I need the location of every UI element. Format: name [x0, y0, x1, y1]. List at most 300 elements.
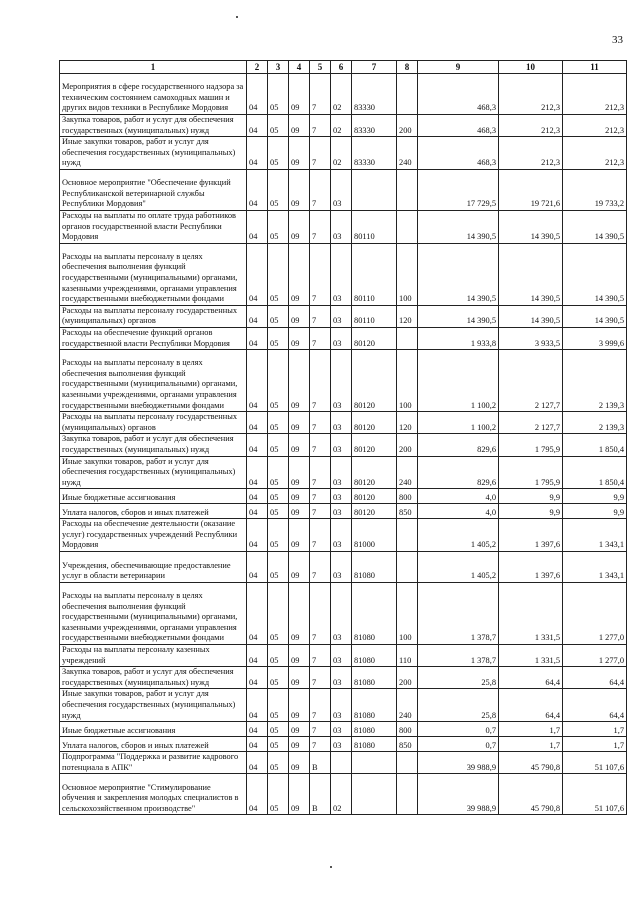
- code-col-8-cell: 240: [397, 689, 418, 722]
- header-cell-4: 4: [289, 61, 310, 74]
- budget-table: [59, 60, 627, 815]
- code-col-4-cell: 09: [289, 552, 310, 583]
- amount-col-11-cell: 1 277,0: [563, 645, 627, 667]
- code-col-8-cell: [397, 552, 418, 583]
- code-col-6-cell: 03: [331, 489, 352, 504]
- code-col-5-cell: 7: [310, 519, 331, 552]
- header-cell-9: 9: [418, 61, 499, 74]
- code-col-7-cell: 81080: [352, 583, 397, 645]
- amount-col-9-cell: 14 390,5: [418, 210, 499, 243]
- code-col-2-cell: 04: [247, 489, 268, 504]
- code-col-2-cell: 04: [247, 169, 268, 210]
- code-col-7-cell: 80120: [352, 350, 397, 412]
- table-row: [60, 74, 627, 115]
- code-col-6-cell: 02: [331, 137, 352, 170]
- amount-col-11-cell: 14 390,5: [563, 243, 627, 305]
- amount-col-10-cell: 1,7: [499, 722, 563, 737]
- code-col-4-cell: 09: [289, 243, 310, 305]
- code-col-8-cell: [397, 752, 418, 774]
- code-col-2-cell: 04: [247, 504, 268, 519]
- code-col-5-cell: 7: [310, 169, 331, 210]
- amount-col-9-cell: 1 378,7: [418, 583, 499, 645]
- code-col-2-cell: 04: [247, 645, 268, 667]
- code-col-8-cell: [397, 327, 418, 349]
- code-col-3-cell: 05: [268, 552, 289, 583]
- amount-col-10-cell: 9,9: [499, 489, 563, 504]
- code-col-5-cell: 7: [310, 504, 331, 519]
- code-col-8-cell: 120: [397, 412, 418, 434]
- code-col-3-cell: 05: [268, 243, 289, 305]
- item-name-cell: Иные закупки товаров, работ и услуг для обеспечения государственных (муниципальных) нужд: [60, 137, 247, 170]
- amount-col-11-cell: 212,3: [563, 115, 627, 137]
- code-col-4-cell: 09: [289, 115, 310, 137]
- amount-col-11-cell: 64,4: [563, 667, 627, 689]
- item-name-cell: Уплата налогов, сборов и иных платежей: [60, 504, 247, 519]
- code-col-7-cell: 80120: [352, 434, 397, 456]
- code-col-6-cell: 03: [331, 456, 352, 489]
- table-row: [60, 243, 627, 305]
- code-col-8-cell: 850: [397, 737, 418, 752]
- amount-col-11-cell: 51 107,6: [563, 774, 627, 815]
- table-row: [60, 774, 627, 815]
- code-col-2-cell: 04: [247, 412, 268, 434]
- code-col-4-cell: 09: [289, 327, 310, 349]
- header-cell-6: 6: [331, 61, 352, 74]
- code-col-6-cell: 03: [331, 350, 352, 412]
- item-name-cell: Расходы на выплаты персоналу в целях обеспечения выполнения функций государственными (муниципальными) органами, казенными учреждениями, органами управления государственными внебюджетными фондами: [60, 350, 247, 412]
- table-row: [60, 689, 627, 722]
- code-col-8-cell: 850: [397, 504, 418, 519]
- code-col-5-cell: 7: [310, 722, 331, 737]
- code-col-3-cell: 05: [268, 412, 289, 434]
- code-col-5-cell: 7: [310, 210, 331, 243]
- item-name-cell: Иные закупки товаров, работ и услуг для обеспечения государственных (муниципальных) нужд: [60, 456, 247, 489]
- code-col-7-cell: 83330: [352, 137, 397, 170]
- item-name-cell: Расходы на выплаты персоналу в целях обеспечения выполнения функций государственными (муниципальными) органами, казенными учреждениями, органами управления государственными внебюджетными фондами: [60, 243, 247, 305]
- amount-col-10-cell: 64,4: [499, 689, 563, 722]
- code-col-7-cell: 80110: [352, 210, 397, 243]
- code-col-6-cell: 03: [331, 519, 352, 552]
- code-col-7-cell: 81080: [352, 737, 397, 752]
- header-cell-5: 5: [310, 61, 331, 74]
- amount-col-10-cell: 1 795,9: [499, 434, 563, 456]
- amount-col-10-cell: 3 933,5: [499, 327, 563, 349]
- amount-col-11-cell: 1 343,1: [563, 552, 627, 583]
- header-cell-7: 7: [352, 61, 397, 74]
- code-col-5-cell: 7: [310, 645, 331, 667]
- amount-col-11-cell: 19 733,2: [563, 169, 627, 210]
- code-col-5-cell: 7: [310, 583, 331, 645]
- code-col-3-cell: 05: [268, 74, 289, 115]
- amount-col-11-cell: 64,4: [563, 689, 627, 722]
- amount-col-10-cell: 2 127,7: [499, 350, 563, 412]
- code-col-8-cell: 100: [397, 350, 418, 412]
- code-col-3-cell: 05: [268, 489, 289, 504]
- code-col-6-cell: 03: [331, 412, 352, 434]
- amount-col-10-cell: 2 127,7: [499, 412, 563, 434]
- amount-col-10-cell: 1,7: [499, 737, 563, 752]
- code-col-7-cell: [352, 169, 397, 210]
- code-col-5-cell: 7: [310, 327, 331, 349]
- code-col-5-cell: 7: [310, 137, 331, 170]
- code-col-4-cell: 09: [289, 504, 310, 519]
- item-name-cell: Расходы на выплаты персоналу государственных (муниципальных) органов: [60, 412, 247, 434]
- amount-col-9-cell: 39 988,9: [418, 752, 499, 774]
- code-col-3-cell: 05: [268, 737, 289, 752]
- amount-col-9-cell: 1 405,2: [418, 519, 499, 552]
- code-col-8-cell: [397, 210, 418, 243]
- amount-col-10-cell: 212,3: [499, 115, 563, 137]
- code-col-6-cell: 03: [331, 305, 352, 327]
- item-name-cell: Расходы на выплаты персоналу казенных учреждений: [60, 645, 247, 667]
- amount-col-9-cell: 14 390,5: [418, 243, 499, 305]
- code-col-8-cell: 120: [397, 305, 418, 327]
- code-col-5-cell: 7: [310, 350, 331, 412]
- code-col-2-cell: 04: [247, 519, 268, 552]
- header-cell-2: 2: [247, 61, 268, 74]
- code-col-3-cell: 05: [268, 327, 289, 349]
- code-col-3-cell: 05: [268, 350, 289, 412]
- code-col-8-cell: 100: [397, 243, 418, 305]
- table-row: [60, 667, 627, 689]
- table-row: [60, 327, 627, 349]
- code-col-5-cell: В: [310, 774, 331, 815]
- amount-col-11-cell: 14 390,5: [563, 305, 627, 327]
- item-name-cell: Расходы на обеспечение деятельности (оказание услуг) государственных учреждений Республики Мордовия: [60, 519, 247, 552]
- item-name-cell: Основное мероприятие "Обеспечение функций Республиканской ветеринарной службы Республики Мордовия": [60, 169, 247, 210]
- code-col-2-cell: 04: [247, 722, 268, 737]
- amount-col-9-cell: 25,8: [418, 667, 499, 689]
- code-col-4-cell: 09: [289, 456, 310, 489]
- amount-col-11-cell: 2 139,3: [563, 350, 627, 412]
- table-row: [60, 350, 627, 412]
- item-name-cell: Расходы на выплаты персоналу в целях обеспечения выполнения функций государственными (муниципальными) органами, казенными учреждениями, органами управления государственными внебюджетными фондами: [60, 583, 247, 645]
- code-col-4-cell: 09: [289, 774, 310, 815]
- amount-col-11-cell: 1 850,4: [563, 434, 627, 456]
- code-col-8-cell: 240: [397, 456, 418, 489]
- code-col-5-cell: 7: [310, 689, 331, 722]
- code-col-5-cell: 7: [310, 74, 331, 115]
- amount-col-11-cell: 9,9: [563, 489, 627, 504]
- header-cell-1: 1: [60, 61, 247, 74]
- amount-col-10-cell: 212,3: [499, 74, 563, 115]
- header-cell-11: 11: [563, 61, 627, 74]
- amount-col-11-cell: 1,7: [563, 722, 627, 737]
- amount-col-9-cell: 17 729,5: [418, 169, 499, 210]
- amount-col-10-cell: 1 397,6: [499, 519, 563, 552]
- code-col-3-cell: 05: [268, 752, 289, 774]
- table-row: [60, 752, 627, 774]
- amount-col-9-cell: 829,6: [418, 456, 499, 489]
- code-col-6-cell: 03: [331, 327, 352, 349]
- code-col-2-cell: 04: [247, 210, 268, 243]
- code-col-5-cell: 7: [310, 115, 331, 137]
- code-col-3-cell: 05: [268, 434, 289, 456]
- table-row: [60, 737, 627, 752]
- code-col-3-cell: 05: [268, 667, 289, 689]
- code-col-2-cell: 04: [247, 115, 268, 137]
- code-col-8-cell: 800: [397, 489, 418, 504]
- item-name-cell: Подпрограмма "Поддержка и развитие кадрового потенциала в АПК": [60, 752, 247, 774]
- table-row: [60, 210, 627, 243]
- item-name-cell: Учреждения, обеспечивающие предоставление услуг в области ветеринарии: [60, 552, 247, 583]
- code-col-3-cell: 05: [268, 504, 289, 519]
- code-col-5-cell: 7: [310, 412, 331, 434]
- code-col-6-cell: 03: [331, 243, 352, 305]
- amount-col-11-cell: 1 850,4: [563, 456, 627, 489]
- table-row: [60, 504, 627, 519]
- code-col-3-cell: 05: [268, 583, 289, 645]
- code-col-4-cell: 09: [289, 137, 310, 170]
- amount-col-10-cell: 14 390,5: [499, 243, 563, 305]
- code-col-2-cell: 04: [247, 305, 268, 327]
- code-col-2-cell: 04: [247, 137, 268, 170]
- amount-col-11-cell: 1 343,1: [563, 519, 627, 552]
- code-col-8-cell: 200: [397, 115, 418, 137]
- amount-col-10-cell: 1 795,9: [499, 456, 563, 489]
- code-col-7-cell: 81080: [352, 667, 397, 689]
- code-col-8-cell: [397, 519, 418, 552]
- code-col-6-cell: 02: [331, 115, 352, 137]
- amount-col-11-cell: 3 999,6: [563, 327, 627, 349]
- header-cell-3: 3: [268, 61, 289, 74]
- code-col-5-cell: 7: [310, 552, 331, 583]
- amount-col-9-cell: 468,3: [418, 115, 499, 137]
- code-col-7-cell: [352, 752, 397, 774]
- budget-table-body: [60, 74, 627, 815]
- code-col-2-cell: 04: [247, 774, 268, 815]
- code-col-7-cell: 81080: [352, 552, 397, 583]
- code-col-7-cell: [352, 774, 397, 815]
- code-col-4-cell: 09: [289, 752, 310, 774]
- table-row: [60, 456, 627, 489]
- code-col-4-cell: 09: [289, 737, 310, 752]
- amount-col-9-cell: 0,7: [418, 737, 499, 752]
- code-col-2-cell: 04: [247, 243, 268, 305]
- table-row: [60, 115, 627, 137]
- amount-col-10-cell: 14 390,5: [499, 305, 563, 327]
- header-row: [60, 61, 627, 74]
- code-col-6-cell: 03: [331, 434, 352, 456]
- code-col-8-cell: [397, 169, 418, 210]
- code-col-4-cell: 09: [289, 667, 310, 689]
- code-col-2-cell: 04: [247, 350, 268, 412]
- table-row: [60, 137, 627, 170]
- code-col-7-cell: 83330: [352, 74, 397, 115]
- code-col-6-cell: 03: [331, 504, 352, 519]
- amount-col-10-cell: 14 390,5: [499, 210, 563, 243]
- code-col-3-cell: 05: [268, 456, 289, 489]
- amount-col-11-cell: 2 139,3: [563, 412, 627, 434]
- code-col-4-cell: 09: [289, 722, 310, 737]
- header-cell-10: 10: [499, 61, 563, 74]
- code-col-6-cell: 03: [331, 667, 352, 689]
- amount-col-9-cell: 829,6: [418, 434, 499, 456]
- item-name-cell: Мероприятия в сфере государственного надзора за техническим состоянием самоходных машин и других видов техники в Республике Мордовия: [60, 74, 247, 115]
- amount-col-10-cell: 45 790,8: [499, 774, 563, 815]
- item-name-cell: Расходы на выплаты по оплате труда работников органов государственной власти Республики Мордовия: [60, 210, 247, 243]
- table-row: [60, 305, 627, 327]
- code-col-2-cell: 04: [247, 434, 268, 456]
- code-col-3-cell: 05: [268, 774, 289, 815]
- code-col-6-cell: 03: [331, 737, 352, 752]
- code-col-2-cell: 04: [247, 456, 268, 489]
- code-col-4-cell: 09: [289, 210, 310, 243]
- item-name-cell: Закупка товаров, работ и услуг для обеспечения государственных (муниципальных) нужд: [60, 434, 247, 456]
- item-name-cell: Основное мероприятие "Стимулирование обучения и закрепления молодых специалистов в сельскохозяйственном производстве": [60, 774, 247, 815]
- code-col-8-cell: 240: [397, 137, 418, 170]
- code-col-4-cell: 09: [289, 489, 310, 504]
- code-col-6-cell: 02: [331, 74, 352, 115]
- code-col-5-cell: 7: [310, 305, 331, 327]
- code-col-3-cell: 05: [268, 519, 289, 552]
- code-col-7-cell: 83330: [352, 115, 397, 137]
- code-col-8-cell: [397, 74, 418, 115]
- amount-col-11-cell: 1 277,0: [563, 583, 627, 645]
- code-col-4-cell: 09: [289, 583, 310, 645]
- code-col-4-cell: 09: [289, 434, 310, 456]
- amount-col-9-cell: 468,3: [418, 137, 499, 170]
- code-col-2-cell: 04: [247, 74, 268, 115]
- code-col-7-cell: 80110: [352, 305, 397, 327]
- code-col-3-cell: 05: [268, 305, 289, 327]
- amount-col-10-cell: 1 331,5: [499, 645, 563, 667]
- code-col-3-cell: 05: [268, 645, 289, 667]
- code-col-7-cell: 80110: [352, 243, 397, 305]
- code-col-7-cell: 80120: [352, 327, 397, 349]
- code-col-8-cell: 200: [397, 434, 418, 456]
- code-col-6-cell: 03: [331, 583, 352, 645]
- code-col-3-cell: 05: [268, 169, 289, 210]
- code-col-2-cell: 04: [247, 689, 268, 722]
- item-name-cell: Расходы на обеспечение функций органов государственной власти Республики Мордовия: [60, 327, 247, 349]
- code-col-7-cell: 80120: [352, 504, 397, 519]
- amount-col-9-cell: 1 378,7: [418, 645, 499, 667]
- code-col-3-cell: 05: [268, 722, 289, 737]
- scan-speck: [236, 16, 238, 18]
- amount-col-10-cell: 64,4: [499, 667, 563, 689]
- item-name-cell: Уплата налогов, сборов и иных платежей: [60, 737, 247, 752]
- table-row: [60, 722, 627, 737]
- header-cell-8: 8: [397, 61, 418, 74]
- code-col-8-cell: [397, 774, 418, 815]
- code-col-6-cell: 02: [331, 774, 352, 815]
- code-col-8-cell: 200: [397, 667, 418, 689]
- code-col-5-cell: 7: [310, 243, 331, 305]
- amount-col-9-cell: 0,7: [418, 722, 499, 737]
- code-col-7-cell: 81000: [352, 519, 397, 552]
- code-col-6-cell: 03: [331, 722, 352, 737]
- code-col-8-cell: 100: [397, 583, 418, 645]
- code-col-6-cell: 03: [331, 169, 352, 210]
- item-name-cell: Иные бюджетные ассигнования: [60, 489, 247, 504]
- code-col-2-cell: 04: [247, 327, 268, 349]
- amount-col-9-cell: 4,0: [418, 504, 499, 519]
- code-col-5-cell: 7: [310, 667, 331, 689]
- scan-speck: [330, 866, 332, 868]
- code-col-7-cell: 80120: [352, 489, 397, 504]
- amount-col-10-cell: 19 721,6: [499, 169, 563, 210]
- amount-col-9-cell: 39 988,9: [418, 774, 499, 815]
- code-col-5-cell: 7: [310, 434, 331, 456]
- code-col-4-cell: 09: [289, 645, 310, 667]
- code-col-5-cell: В: [310, 752, 331, 774]
- amount-col-11-cell: 212,3: [563, 137, 627, 170]
- code-col-4-cell: 09: [289, 412, 310, 434]
- code-col-6-cell: 03: [331, 210, 352, 243]
- table-row: [60, 489, 627, 504]
- amount-col-10-cell: 212,3: [499, 137, 563, 170]
- amount-col-9-cell: 14 390,5: [418, 305, 499, 327]
- code-col-4-cell: 09: [289, 305, 310, 327]
- code-col-2-cell: 04: [247, 552, 268, 583]
- amount-col-10-cell: 1 331,5: [499, 583, 563, 645]
- table-row: [60, 552, 627, 583]
- amount-col-9-cell: 468,3: [418, 74, 499, 115]
- amount-col-9-cell: 1 100,2: [418, 412, 499, 434]
- amount-col-9-cell: 25,8: [418, 689, 499, 722]
- amount-col-10-cell: 1 397,6: [499, 552, 563, 583]
- code-col-4-cell: 09: [289, 689, 310, 722]
- amount-col-9-cell: 1 933,8: [418, 327, 499, 349]
- amount-col-11-cell: 9,9: [563, 504, 627, 519]
- table-row: [60, 583, 627, 645]
- code-col-8-cell: 800: [397, 722, 418, 737]
- code-col-7-cell: 80120: [352, 412, 397, 434]
- code-col-3-cell: 05: [268, 115, 289, 137]
- code-col-6-cell: 03: [331, 552, 352, 583]
- code-col-2-cell: 04: [247, 583, 268, 645]
- code-col-2-cell: 04: [247, 737, 268, 752]
- code-col-4-cell: 09: [289, 350, 310, 412]
- page-number: 33: [612, 34, 623, 46]
- amount-col-11-cell: 212,3: [563, 74, 627, 115]
- table-row: [60, 412, 627, 434]
- code-col-5-cell: 7: [310, 489, 331, 504]
- code-col-7-cell: 81080: [352, 645, 397, 667]
- code-col-7-cell: 81080: [352, 689, 397, 722]
- code-col-3-cell: 05: [268, 689, 289, 722]
- code-col-3-cell: 05: [268, 137, 289, 170]
- amount-col-9-cell: 1 405,2: [418, 552, 499, 583]
- item-name-cell: Иные закупки товаров, работ и услуг для обеспечения государственных (муниципальных) нужд: [60, 689, 247, 722]
- code-col-8-cell: 110: [397, 645, 418, 667]
- table-row: [60, 645, 627, 667]
- code-col-6-cell: [331, 752, 352, 774]
- item-name-cell: Закупка товаров, работ и услуг для обеспечения государственных (муниципальных) нужд: [60, 667, 247, 689]
- code-col-2-cell: 04: [247, 667, 268, 689]
- amount-col-10-cell: 45 790,8: [499, 752, 563, 774]
- amount-col-11-cell: 51 107,6: [563, 752, 627, 774]
- table-row: [60, 519, 627, 552]
- amount-col-11-cell: 1,7: [563, 737, 627, 752]
- amount-col-11-cell: 14 390,5: [563, 210, 627, 243]
- amount-col-10-cell: 9,9: [499, 504, 563, 519]
- code-col-4-cell: 09: [289, 519, 310, 552]
- table-row: [60, 434, 627, 456]
- item-name-cell: Закупка товаров, работ и услуг для обеспечения государственных (муниципальных) нужд: [60, 115, 247, 137]
- code-col-3-cell: 05: [268, 210, 289, 243]
- code-col-4-cell: 09: [289, 169, 310, 210]
- item-name-cell: Расходы на выплаты персоналу государственных (муниципальных) органов: [60, 305, 247, 327]
- amount-col-9-cell: 4,0: [418, 489, 499, 504]
- code-col-7-cell: 81080: [352, 722, 397, 737]
- code-col-5-cell: 7: [310, 456, 331, 489]
- code-col-6-cell: 03: [331, 645, 352, 667]
- amount-col-9-cell: 1 100,2: [418, 350, 499, 412]
- table-row: [60, 169, 627, 210]
- code-col-5-cell: 7: [310, 737, 331, 752]
